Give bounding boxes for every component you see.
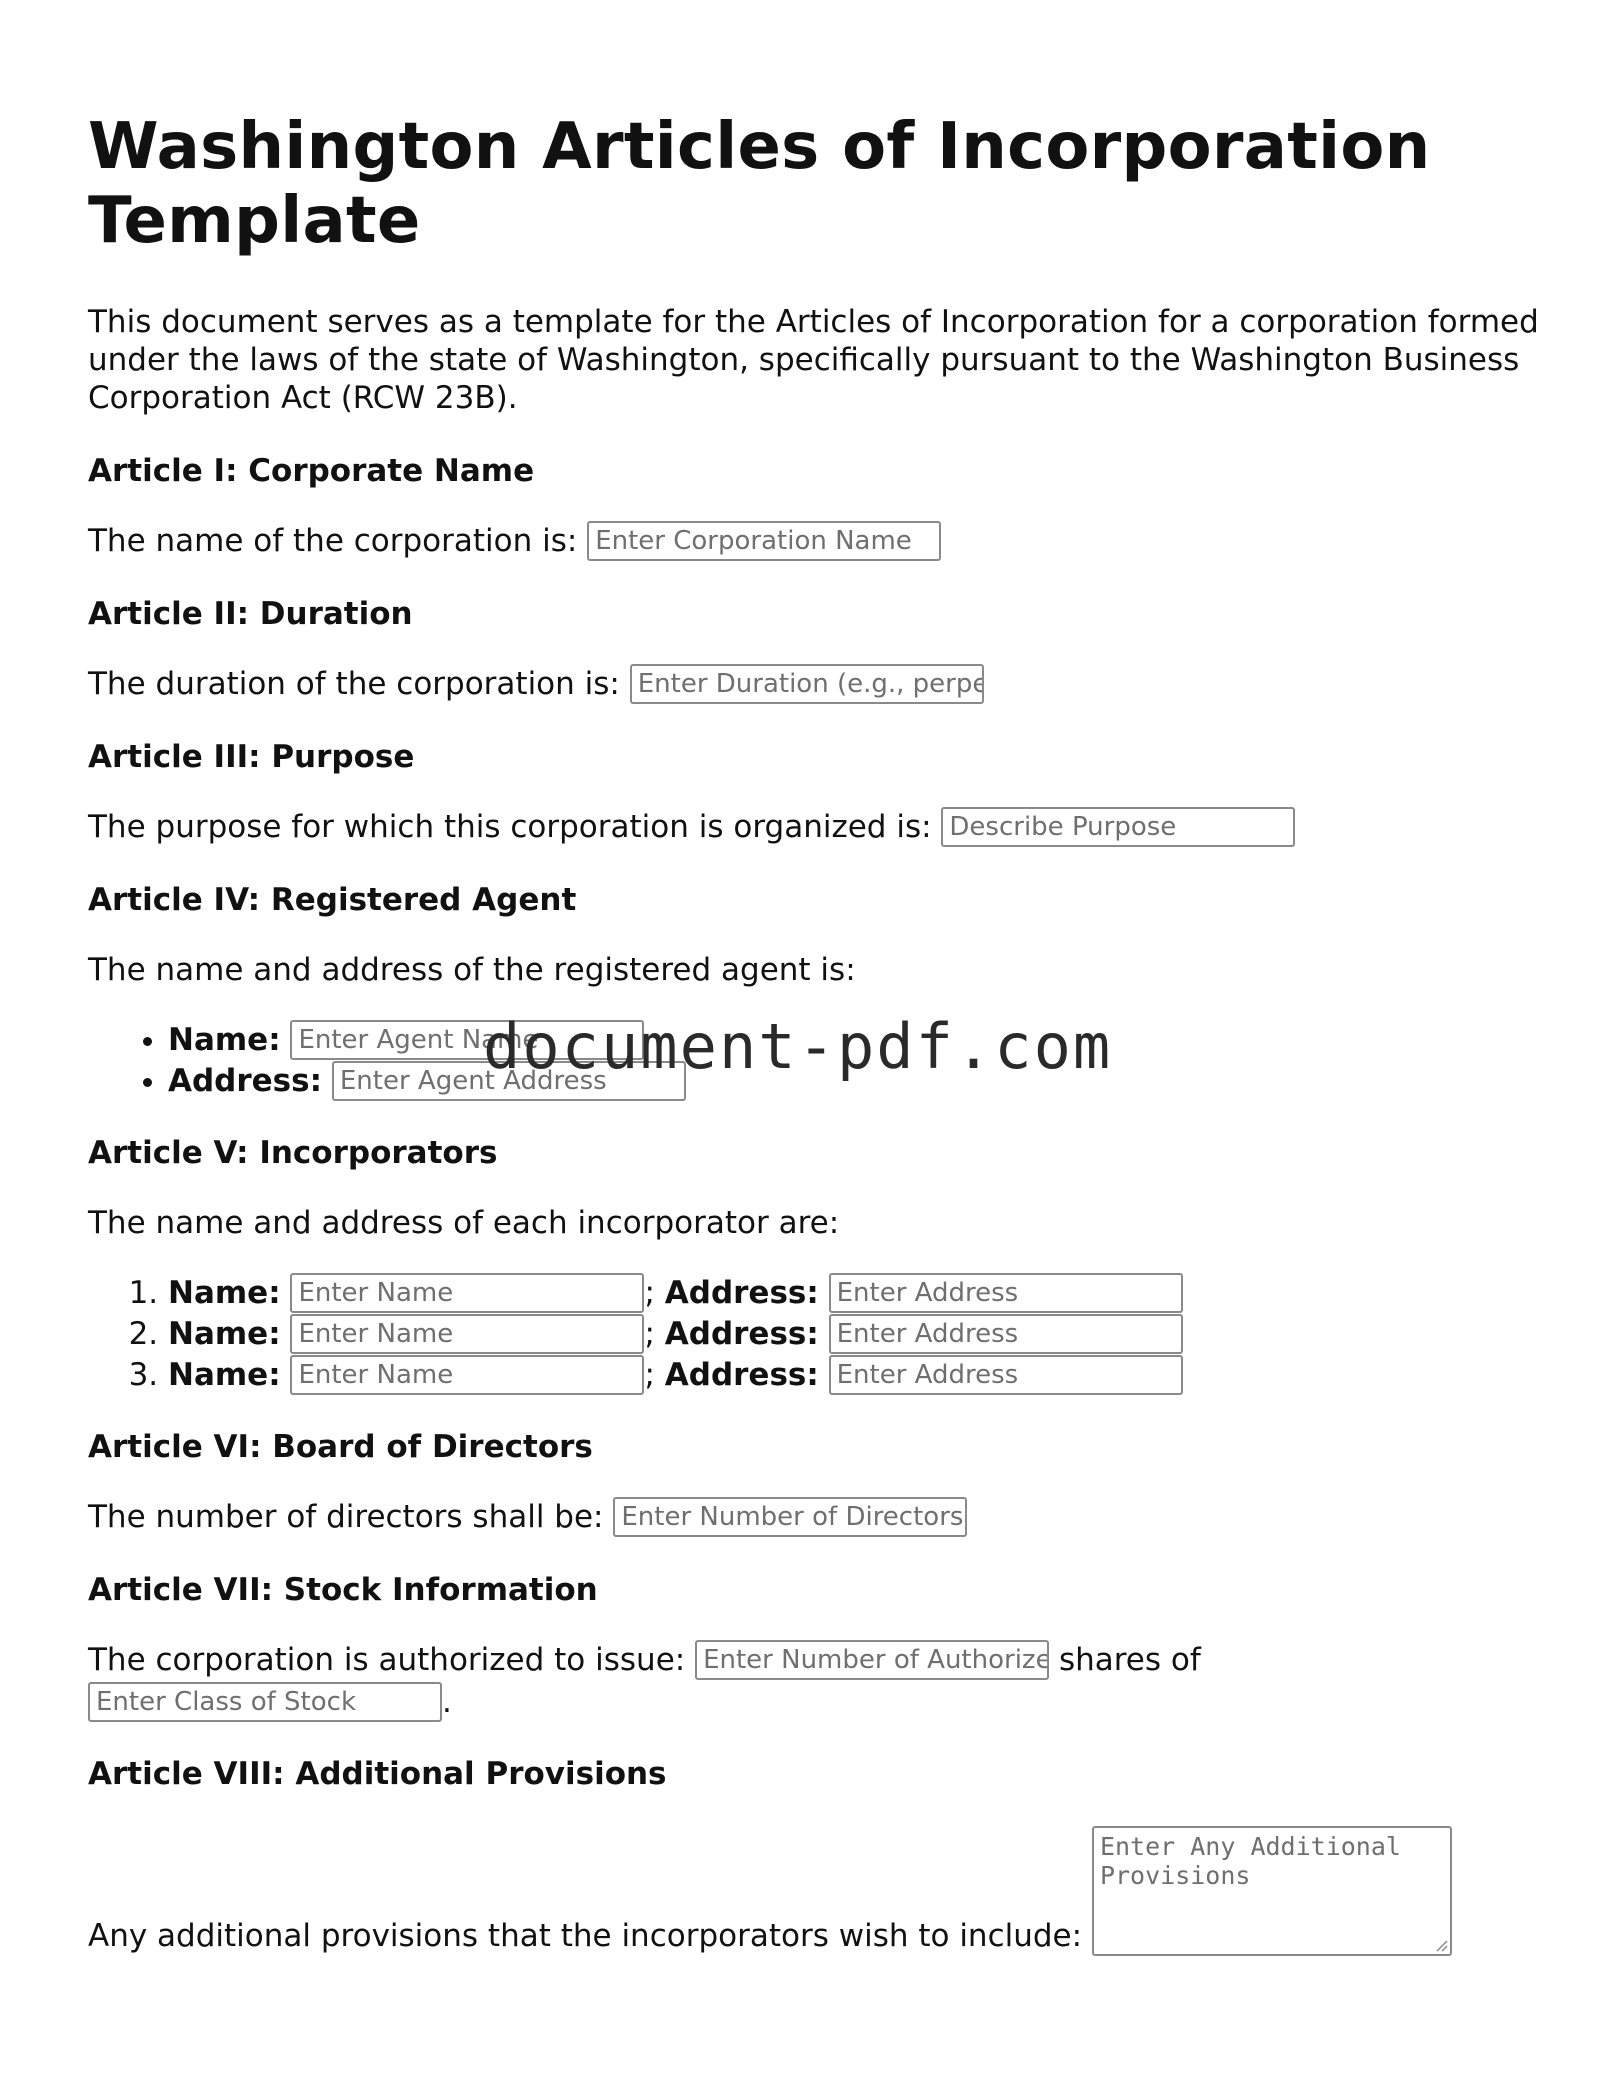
article-7-text: The corporation is authorized to issue: [88, 1642, 686, 1678]
authorized-shares-input[interactable] [695, 1640, 1049, 1680]
additional-provisions-textarea[interactable] [1092, 1826, 1452, 1956]
incorporator-2-name-label: Name: [168, 1316, 281, 1352]
incorporator-3-separator: ; [644, 1357, 655, 1393]
article-3-heading: Article III: Purpose [88, 739, 415, 775]
agent-name-input[interactable] [290, 1020, 644, 1060]
incorporator-2-name-input[interactable] [290, 1314, 644, 1354]
article-7-line-1 [88, 1640, 1201, 1680]
intro-paragraph: This document serves as a template for the Articles of Incorporation for a corporation formed under the laws of the state of Washington, specifically pursuant to the Washington Business Corporation Act (RCW 23B). [88, 304, 1539, 416]
page-title: Washington Articles of Incorporation Template [88, 110, 1431, 258]
agent-address-label: Address: [168, 1063, 322, 1099]
incorporator-1-address-label: Address: [664, 1275, 819, 1311]
incorporator-2-address-label: Address: [664, 1316, 819, 1352]
incorporator-1-name-label: Name: [168, 1275, 281, 1311]
article-8-text: Any additional provisions that the incorporators wish to include: [88, 1918, 1083, 1954]
incorporator-3-name-input[interactable] [290, 1355, 644, 1395]
agent-address-input[interactable] [332, 1061, 686, 1101]
purpose-input[interactable] [941, 807, 1295, 847]
agent-list [88, 1020, 686, 1102]
incorporator-3-address-label: Address: [664, 1357, 819, 1393]
watermark: document-pdf.com [483, 1010, 1113, 1083]
article-1-text: The name of the corporation is: [88, 523, 578, 559]
incorporator-1-name-input[interactable] [290, 1273, 644, 1313]
article-2-text: The duration of the corporation is: [88, 666, 620, 702]
corporation-name-input[interactable] [587, 521, 941, 561]
article-7-line-2 [88, 1682, 452, 1722]
agent-name-item [168, 1020, 686, 1061]
incorporator-2-address-input[interactable] [829, 1314, 1183, 1354]
incorporator-3 [168, 1355, 1183, 1396]
incorporator-3-address-input[interactable] [829, 1355, 1183, 1395]
incorporator-1-address-input[interactable] [829, 1273, 1183, 1313]
article-7-heading: Article VII: Stock Information [88, 1572, 598, 1608]
article-4-heading: Article IV: Registered Agent [88, 882, 577, 918]
article-7-text-2: shares of [1058, 1642, 1201, 1678]
incorporator-2 [168, 1314, 1183, 1355]
article-5-heading: Article V: Incorporators [88, 1135, 498, 1171]
stock-class-input[interactable] [88, 1682, 442, 1722]
article-3-text: The purpose for which this corporation is organized is: [88, 809, 932, 845]
resize-grip-icon[interactable] [1434, 1938, 1448, 1952]
article-2-heading: Article II: Duration [88, 596, 413, 632]
article-1-heading: Article I: Corporate Name [88, 453, 535, 489]
article-7-end: . [442, 1684, 452, 1720]
article-5-text: The name and address of each incorporator are: [88, 1205, 840, 1241]
article-4-text: The name and address of the registered agent is: [88, 952, 856, 988]
agent-name-label: Name: [168, 1022, 281, 1058]
article-6-line [88, 1497, 967, 1537]
article-6-text: The number of directors shall be: [88, 1499, 604, 1535]
article-8-line [88, 1826, 1452, 1956]
directors-count-input[interactable] [613, 1497, 967, 1537]
duration-input[interactable] [630, 664, 984, 704]
incorporator-1-separator: ; [644, 1275, 655, 1311]
incorporator-3-name-label: Name: [168, 1357, 281, 1393]
incorporator-1 [168, 1273, 1183, 1314]
agent-address-item [168, 1061, 686, 1102]
article-1-line [88, 521, 941, 561]
incorporator-2-separator: ; [644, 1316, 655, 1352]
incorporators-list [88, 1273, 1183, 1396]
article-2-line [88, 664, 984, 704]
article-6-heading: Article VI: Board of Directors [88, 1429, 593, 1465]
article-3-line [88, 807, 1295, 847]
article-8-heading: Article VIII: Additional Provisions [88, 1756, 667, 1792]
additional-provisions-placeholder: Enter Any Additional Provisions [1099, 1832, 1401, 1890]
